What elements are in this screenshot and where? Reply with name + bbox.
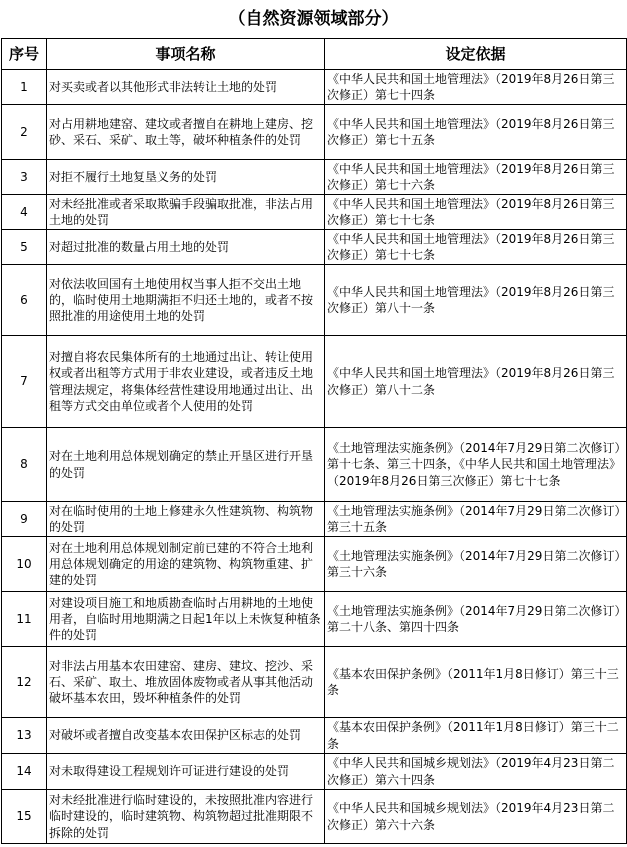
table-row xyxy=(2,718,627,754)
item-name: 对买卖或者以其他形式非法转让土地的处罚 xyxy=(47,70,325,105)
legal-basis: 《中华人民共和国土地管理法》（2019年8月26日第三次修正）第七十七条 xyxy=(325,195,627,230)
row-number: 2 xyxy=(2,105,47,160)
item-name: 对未取得建设工程规划许可证进行建设的处罚 xyxy=(47,754,325,790)
table-row xyxy=(2,265,627,336)
item-name: 对未经批准或者采取欺骗手段骗取批准，非法占用土地的处罚 xyxy=(47,195,325,230)
item-name: 对依法收回国有土地使用权当事人拒不交出土地的，临时使用土地期满拒不归还土地的，或者不按照批准的用途使用土地的处罚 xyxy=(47,265,325,336)
table-row xyxy=(2,195,627,230)
row-number: 11 xyxy=(2,592,47,647)
legal-basis: 《中华人民共和国土地管理法》（2019年8月26日第三次修正）第七十五条 xyxy=(325,105,627,160)
row-number: 1 xyxy=(2,70,47,105)
header-basis: 设定依据 xyxy=(325,39,627,70)
table-header-row xyxy=(2,39,627,70)
item-name: 对未经批准进行临时建设的，未按照批准内容进行临时建设的，临时建筑物、构筑物超过批准期限不拆除的处罚 xyxy=(47,790,325,844)
item-name: 对占用耕地建窑、建坟或者擅自在耕地上建房、挖砂、采石、采矿、取土等，破坏种植条件的处罚 xyxy=(47,105,325,160)
table-row xyxy=(2,160,627,195)
table-row xyxy=(2,592,627,647)
row-number: 10 xyxy=(2,537,47,592)
row-number: 15 xyxy=(2,790,47,844)
row-number: 14 xyxy=(2,754,47,790)
table-row xyxy=(2,790,627,844)
row-number: 7 xyxy=(2,336,47,428)
legal-basis: 《土地管理法实施条例》（2014年7月29日第二次修订）第三十五条 xyxy=(325,502,627,537)
legal-basis: 《中华人民共和国土地管理法》（2019年8月26日第三次修正）第七十七条 xyxy=(325,230,627,265)
item-name: 对非法占用基本农田建窑、建房、建坟、挖沙、采石、采矿、取土、堆放固体废物或者从事其他活动破坏基本农田，毁坏种植条件的处罚 xyxy=(47,647,325,718)
item-name: 对在土地利用总体规划制定前已建的不符合土地利用总体规划确定的用途的建筑物、构筑物重建、扩建的处罚 xyxy=(47,537,325,592)
table-row xyxy=(2,105,627,160)
row-number: 9 xyxy=(2,502,47,537)
table-row xyxy=(2,537,627,592)
row-number: 3 xyxy=(2,160,47,195)
item-name: 对擅自将农民集体所有的土地通过出让、转让使用权或者出租等方式用于非农业建设，或者违反土地管理法规定，将集体经营性建设用地通过出让、出租等方式交由单位或者个人使用的处罚 xyxy=(47,336,325,428)
table-row xyxy=(2,230,627,265)
row-number: 5 xyxy=(2,230,47,265)
legal-basis: 《中华人民共和国城乡规划法》（2019年4月23日第二次修正）第六十四条 xyxy=(325,754,627,790)
table-row xyxy=(2,428,627,502)
legal-basis: 《中华人民共和国土地管理法》（2019年8月26日第三次修正）第七十四条 xyxy=(325,70,627,105)
item-name: 对在临时使用的土地上修建永久性建筑物、构筑物的处罚 xyxy=(47,502,325,537)
penalty-table xyxy=(1,38,627,844)
row-number: 12 xyxy=(2,647,47,718)
table-row xyxy=(2,502,627,537)
table-row xyxy=(2,70,627,105)
row-number: 6 xyxy=(2,265,47,336)
table-row xyxy=(2,647,627,718)
row-number: 8 xyxy=(2,428,47,502)
legal-basis: 《中华人民共和国土地管理法》（2019年8月26日第三次修正）第七十六条 xyxy=(325,160,627,195)
table-row xyxy=(2,336,627,428)
legal-basis: 《基本农田保护条例》（2011年1月8日修订）第三十三条 xyxy=(325,647,627,718)
legal-basis: 《基本农田保护条例》（2011年1月8日修订）第三十二条 xyxy=(325,718,627,754)
page-title: （自然资源领域部分） xyxy=(228,9,399,29)
legal-basis: 《中华人民共和国城乡规划法》（2019年4月23日第二次修正）第六十六条 xyxy=(325,790,627,844)
legal-basis: 《中华人民共和国土地管理法》（2019年8月26日第三次修正）第八十二条 xyxy=(325,336,627,428)
legal-basis: 《土地管理法实施条例》（2014年7月29日第二次修订）第二十八条、第四十四条 xyxy=(325,592,627,647)
legal-basis: 《土地管理法实施条例》（2014年7月29日第二次修订）第十七条、第三十四条，《中华人民共和国土地管理法》（2019年8月26日第三次修正）第七十七条 xyxy=(325,428,627,502)
item-name: 对在土地利用总体规划确定的禁止开垦区进行开垦的处罚 xyxy=(47,428,325,502)
item-name: 对建设项目施工和地质勘查临时占用耕地的土地使用者，自临时用地期满之日起1年以上未恢复种植条件的处罚 xyxy=(47,592,325,647)
legal-basis: 《中华人民共和国土地管理法》（2019年8月26日第三次修正）第八十一条 xyxy=(325,265,627,336)
item-name: 对拒不履行土地复垦义务的处罚 xyxy=(47,160,325,195)
header-no: 序号 xyxy=(2,39,47,70)
item-name: 对超过批准的数量占用土地的处罚 xyxy=(47,230,325,265)
row-number: 13 xyxy=(2,718,47,754)
item-name: 对破坏或者擅自改变基本农田保护区标志的处罚 xyxy=(47,718,325,754)
legal-basis: 《土地管理法实施条例》（2014年7月29日第二次修订）第三十六条 xyxy=(325,537,627,592)
table-row xyxy=(2,754,627,790)
row-number: 4 xyxy=(2,195,47,230)
header-item: 事项名称 xyxy=(47,39,325,70)
